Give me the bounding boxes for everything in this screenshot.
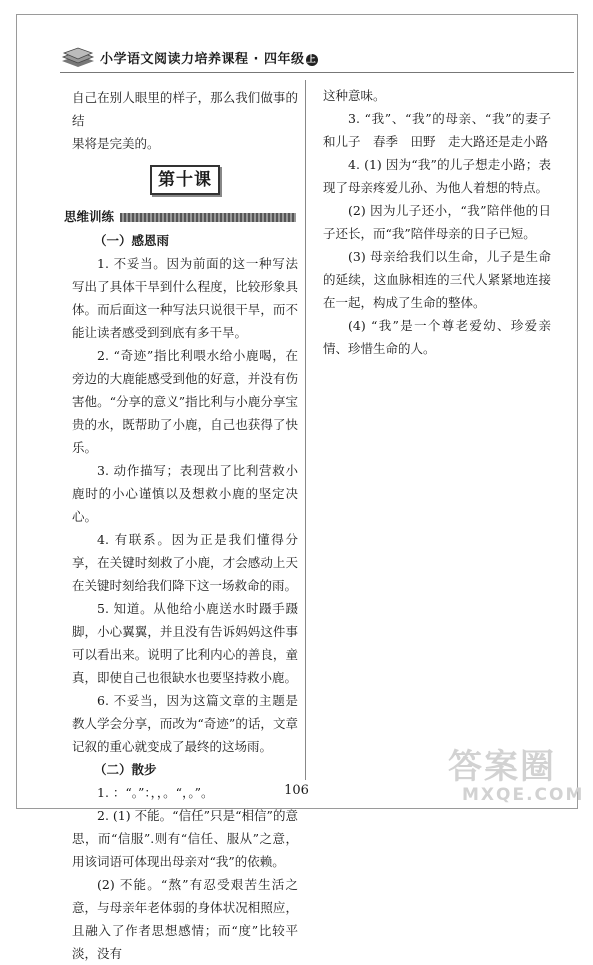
header-title-text: 小学语文阅读力培养课程 · 四年级 <box>100 52 305 67</box>
answer-para: 2. “奇迹”指比利喂水给小鹿喝，在旁边的大鹿能感受到他的好意，并没有伤害他。“分享的意义”指比利与小鹿分享宝贵的水，既帮助了小鹿，自己也获得了快乐。 <box>72 348 298 455</box>
training-stripe <box>120 213 296 222</box>
right-column <box>323 84 551 360</box>
books-icon <box>60 47 96 67</box>
answer-para: 1. ：“。”：，，。“，。”。 <box>97 785 214 800</box>
header-rule <box>60 72 574 73</box>
grade-badge: 上 <box>306 54 317 65</box>
section-heading: （二）散步 <box>94 762 157 777</box>
intro-line: 自己在别人眼里的样子，那么我们做事的结 <box>72 90 298 128</box>
answer-para: (4) “我”是一个尊老爱幼、珍爱亲情、珍惜生命的人。 <box>323 318 551 356</box>
answer-para: 6. 不妥当，因为这篇文章的主题是教人学会分享，而改为“奇迹”的话，文章记叙的重心就变成了最终的这场雨。 <box>72 693 298 754</box>
answer-para: 3. “我”、“我”的母亲、“我”的妻子和儿子 春季 田野 走大路还是走小路 <box>323 111 551 149</box>
continued-line: 这种意味。 <box>323 88 386 103</box>
page-header <box>60 44 322 70</box>
watermark-url: MXQE.COM <box>462 785 585 805</box>
training-bar <box>64 207 296 227</box>
answer-para: 1. 不妥当。因为前面的这一种写法写出了具体干旱到什么程度，比较形象具体。而后面这一种写法只说很干旱，而不能让读者感受到到底有多干旱。 <box>72 256 298 340</box>
section-heading: （一）感恩雨 <box>94 233 170 248</box>
intro-line: 果将是完美的。 <box>72 136 160 151</box>
training-label: 思维训练 <box>64 209 115 224</box>
lesson-title: 第十课 <box>150 165 220 195</box>
answer-para: 5. 知道。从他给小鹿送水时蹑手蹑脚，小心翼翼，并且没有告诉妈妈这件事可以看出来。说明了比利内心的善良，童真，即使自己也很缺水也要坚持救小鹿。 <box>72 601 298 685</box>
answer-para: (3) 母亲给我们以生命，儿子是生命的延续，这血脉相连的三代人紧紧地连接在一起，构成了生命的整体。 <box>323 249 551 310</box>
column-divider <box>305 80 306 780</box>
answer-para: 3. 动作描写；表现出了比利营救小鹿时的小心谨慎以及想救小鹿的坚定决心。 <box>72 463 298 524</box>
answer-para: 4. 有联系。因为正是我们懂得分享，在关键时刻救了小鹿，才会感动上天在关键时刻给我们降下这一场救命的雨。 <box>72 532 298 593</box>
answer-para: (2) 因为儿子还小，“我”陪伴他的日子还长，而“我”陪伴母亲的日子已短。 <box>323 203 551 241</box>
answer-para: 4. (1) 因为“我”的儿子想走小路；表现了母亲疼爱儿孙、为他人着想的特点。 <box>323 157 551 195</box>
answer-para: 2. (1) 不能。“信任”只是“相信”的意思，而“信服”.则有“信任、服从”之意，用该词语可体现出母亲对“我”的依赖。 <box>72 808 298 869</box>
left-column <box>64 86 298 965</box>
header-title <box>100 48 318 67</box>
answer-para: (2) 不能。“熬”有忍受艰苦生活之意，与母亲年老体弱的身体状况相照应，且融入了作者思想感情；而“度”比较平淡，没有 <box>72 877 298 961</box>
watermark-logo: 答案圈 <box>448 747 556 787</box>
page-number: 106 <box>284 783 309 798</box>
lesson-heading <box>72 155 298 205</box>
